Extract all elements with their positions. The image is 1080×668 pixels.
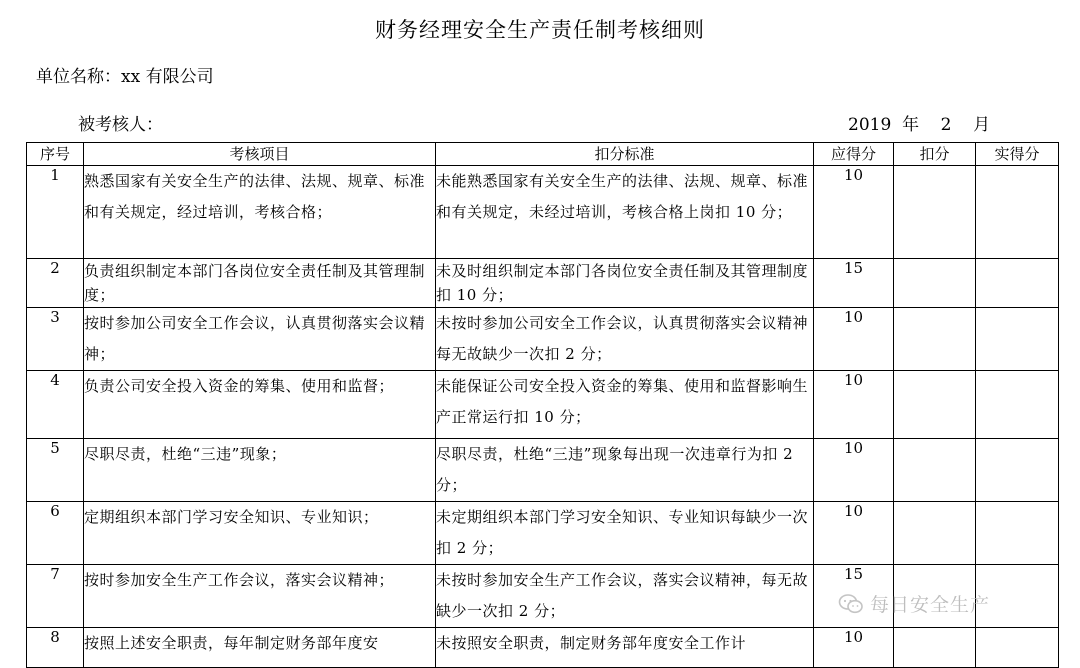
row-index: 4 (27, 371, 84, 439)
row-index: 7 (27, 565, 84, 628)
examinee-label: 被考核人： (78, 115, 163, 135)
row-full-score: 15 (814, 259, 894, 308)
table-header-row (27, 143, 1059, 166)
table-row (27, 439, 1059, 502)
row-full-score: 10 (814, 371, 894, 439)
header-item: 考核项目 (84, 143, 436, 166)
row-deduction (894, 439, 976, 502)
wechat-icon (838, 593, 864, 615)
row-deduction (894, 371, 976, 439)
table-row (27, 371, 1059, 439)
unit-name: 单位名称：xx 有限公司 (36, 67, 214, 87)
row-actual-score (976, 166, 1059, 259)
row-item: 按时参加安全生产工作会议，落实会议精神； (84, 565, 436, 628)
row-standard: 未按时参加公司安全工作会议，认真贯彻落实会议精神每无故缺少一次扣 2 分； (436, 308, 814, 371)
row-actual-score (976, 439, 1059, 502)
row-standard: 未定期组织本部门学习安全知识、专业知识每缺少一次扣 2 分； (436, 502, 814, 565)
table-row (27, 628, 1059, 668)
row-item: 负责公司安全投入资金的筹集、使用和监督； (84, 371, 436, 439)
header-deduction: 扣分 (894, 143, 976, 166)
row-actual-score (976, 502, 1059, 565)
row-full-score: 10 (814, 502, 894, 565)
row-standard: 未按时参加安全生产工作会议，落实会议精神，每无故缺少一次扣 2 分； (436, 565, 814, 628)
table-row (27, 308, 1059, 371)
row-full-score: 10 (814, 439, 894, 502)
row-item: 定期组织本部门学习安全知识、专业知识； (84, 502, 436, 565)
row-item: 尽职尽责，杜绝“三违”现象； (84, 439, 436, 502)
row-deduction (894, 308, 976, 371)
row-deduction (894, 628, 976, 668)
row-item: 按时参加公司安全工作会议，认真贯彻落实会议精神； (84, 308, 436, 371)
table-row (27, 166, 1059, 259)
assessment-date: 2019 年 2 月 (848, 115, 991, 135)
watermark (838, 590, 990, 617)
row-index: 5 (27, 439, 84, 502)
row-item: 负责组织制定本部门各岗位安全责任制及其管理制度； (84, 259, 436, 308)
row-standard: 未及时组织制定本部门各岗位安全责任制及其管理制度扣 10 分； (436, 259, 814, 308)
row-item: 熟悉国家有关安全生产的法律、法规、规章、标准和有关规定，经过培训，考核合格； (84, 166, 436, 259)
row-index: 2 (27, 259, 84, 308)
row-full-score: 10 (814, 308, 894, 371)
row-standard: 未能保证公司安全投入资金的筹集、使用和监督影响生产正常运行扣 10 分； (436, 371, 814, 439)
header-full-score: 应得分 (814, 143, 894, 166)
row-actual-score (976, 628, 1059, 668)
row-standard: 未按照安全职责，制定财务部年度安全工作计 (436, 628, 814, 668)
row-index: 8 (27, 628, 84, 668)
row-deduction (894, 166, 976, 259)
watermark-text: 每日安全生产 (870, 594, 991, 616)
row-index: 1 (27, 166, 84, 259)
row-full-score: 10 (814, 166, 894, 259)
header-actual-score: 实得分 (976, 143, 1059, 166)
row-index: 3 (27, 308, 84, 371)
header-index: 序号 (27, 143, 84, 166)
table-row (27, 502, 1059, 565)
document-title: 财务经理安全生产责任制考核细则 (375, 18, 705, 42)
row-full-score: 15 (814, 565, 894, 628)
row-actual-score (976, 259, 1059, 308)
row-index: 6 (27, 502, 84, 565)
row-deduction (894, 502, 976, 565)
header-standard: 扣分标准 (436, 143, 814, 166)
row-item: 按照上述安全职责，每年制定财务部年度安 (84, 628, 436, 668)
row-standard: 未能熟悉国家有关安全生产的法律、法规、规章、标准和有关规定，未经过培训，考核合格上岗扣 10 分； (436, 166, 814, 259)
table-row (27, 259, 1059, 308)
row-standard: 尽职尽责，杜绝“三违”现象每出现一次违章行为扣 2 分； (436, 439, 814, 502)
row-full-score: 10 (814, 628, 894, 668)
row-deduction (894, 259, 976, 308)
row-actual-score (976, 308, 1059, 371)
row-actual-score (976, 371, 1059, 439)
